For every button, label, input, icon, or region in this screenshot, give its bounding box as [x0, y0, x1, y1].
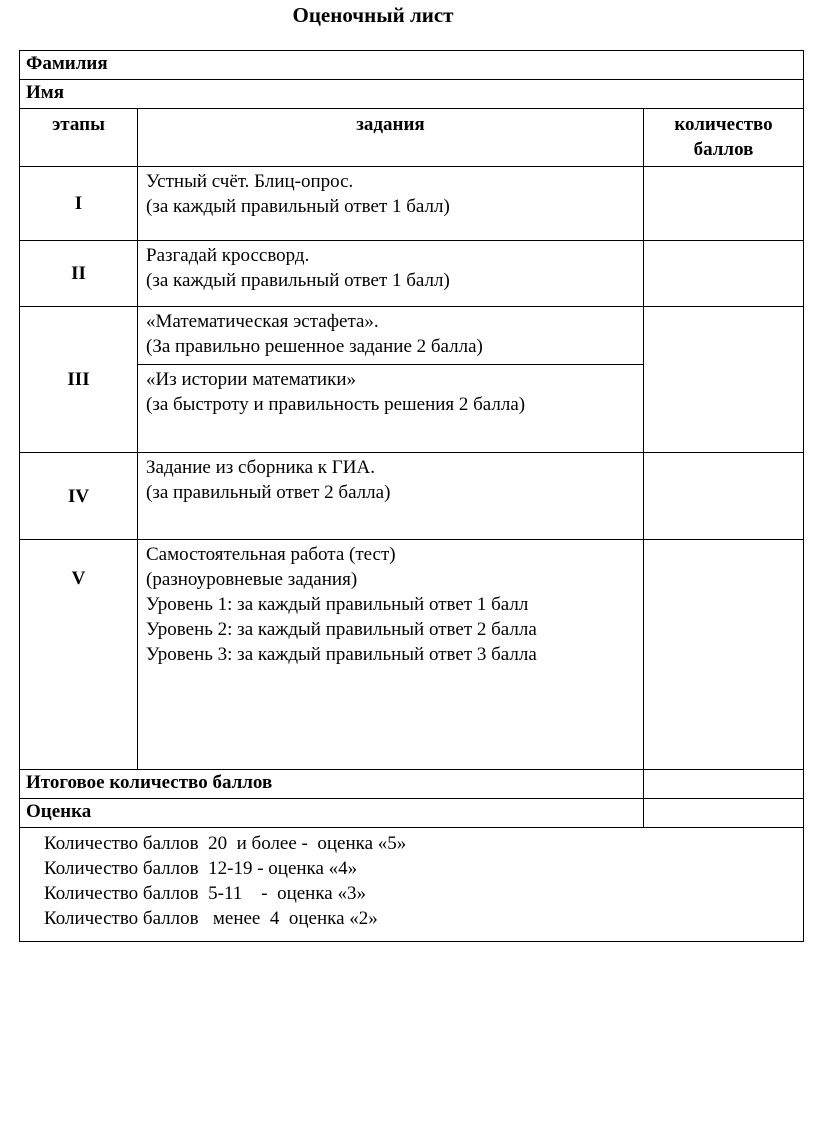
- surname-field[interactable]: [20, 51, 804, 80]
- points-cell[interactable]: [644, 453, 804, 540]
- task-level-3: Уровень 3: за каждый правильный ответ 3 балла: [146, 644, 537, 665]
- points-cell[interactable]: [644, 307, 804, 453]
- task-cell: [138, 307, 644, 365]
- total-label: Итоговое количество баллов: [20, 770, 644, 799]
- header-row: [20, 109, 804, 167]
- grading-rule: Количество баллов 12-19 - оценка «4»: [44, 858, 358, 879]
- stage-row-3a: [20, 307, 804, 365]
- task-note: (За правильно решенное задание 2 балла): [146, 336, 483, 357]
- header-points-line1: количество: [674, 114, 773, 135]
- name-label: Имя: [26, 82, 64, 103]
- task-title: «Математическая эстафета».: [146, 311, 379, 332]
- header-points-line2: баллов: [693, 139, 754, 160]
- points-cell[interactable]: [644, 241, 804, 307]
- stage-numeral: III: [20, 307, 138, 453]
- task-level-1: Уровень 1: за каждый правильный ответ 1 балл: [146, 594, 529, 615]
- task-title: Задание из сборника к ГИА.: [146, 457, 375, 478]
- grade-row: [20, 799, 804, 828]
- grade-cell[interactable]: [644, 799, 804, 828]
- task-title: Самостоятельная работа (тест): [146, 544, 396, 565]
- grading-rules: [20, 828, 804, 942]
- stage-numeral: I: [20, 167, 138, 241]
- header-tasks: [138, 109, 644, 167]
- task-note: (за правильный ответ 2 балла): [146, 482, 391, 503]
- total-row: [20, 770, 804, 799]
- task-title: «Из истории математики»: [146, 369, 356, 390]
- task-note: (за каждый правильный ответ 1 балл): [146, 270, 450, 291]
- task-cell: [138, 365, 644, 453]
- stage-numeral: IV: [20, 453, 138, 540]
- total-points-cell[interactable]: [644, 770, 804, 799]
- stage-numeral: II: [20, 241, 138, 307]
- surname-label: Фамилия: [26, 53, 108, 74]
- name-field[interactable]: [20, 80, 804, 109]
- task-title: Устный счёт. Блиц-опрос.: [146, 171, 354, 192]
- stage-row-1: [20, 167, 804, 241]
- header-points: [644, 109, 804, 167]
- task-cell: [138, 167, 644, 241]
- score-sheet-table: [19, 50, 804, 942]
- stage-row-4: [20, 453, 804, 540]
- grading-rule: Количество баллов менее 4 оценка «2»: [44, 908, 378, 929]
- task-level-2: Уровень 2: за каждый правильный ответ 2 балла: [146, 619, 537, 640]
- task-note: (за каждый правильный ответ 1 балл): [146, 196, 450, 217]
- stage-row-5: [20, 540, 804, 770]
- task-note: (за быстроту и правильность решения 2 балла): [146, 394, 526, 415]
- task-title: Разгадай кроссворд.: [146, 245, 310, 266]
- grading-rule: Количество баллов 5-11 - оценка «3»: [44, 883, 366, 904]
- header-tasks-label: задания: [356, 114, 425, 135]
- grade-label: Оценка: [20, 799, 644, 828]
- header-stages-label: этапы: [52, 114, 105, 135]
- task-cell: [138, 241, 644, 307]
- grading-rules-row: [20, 828, 804, 942]
- task-cell: [138, 540, 644, 770]
- stage-row-2: [20, 241, 804, 307]
- header-stages: [20, 109, 138, 167]
- grading-rule: Количество баллов 20 и более - оценка «5»: [44, 833, 407, 854]
- stage-numeral: V: [20, 540, 138, 770]
- surname-row: [20, 51, 804, 80]
- task-cell: [138, 453, 644, 540]
- name-row: [20, 80, 804, 109]
- task-note: (разноуровневые задания): [146, 569, 358, 590]
- points-cell[interactable]: [644, 167, 804, 241]
- page-title: Оценочный лист: [292, 3, 454, 27]
- points-cell[interactable]: [644, 540, 804, 770]
